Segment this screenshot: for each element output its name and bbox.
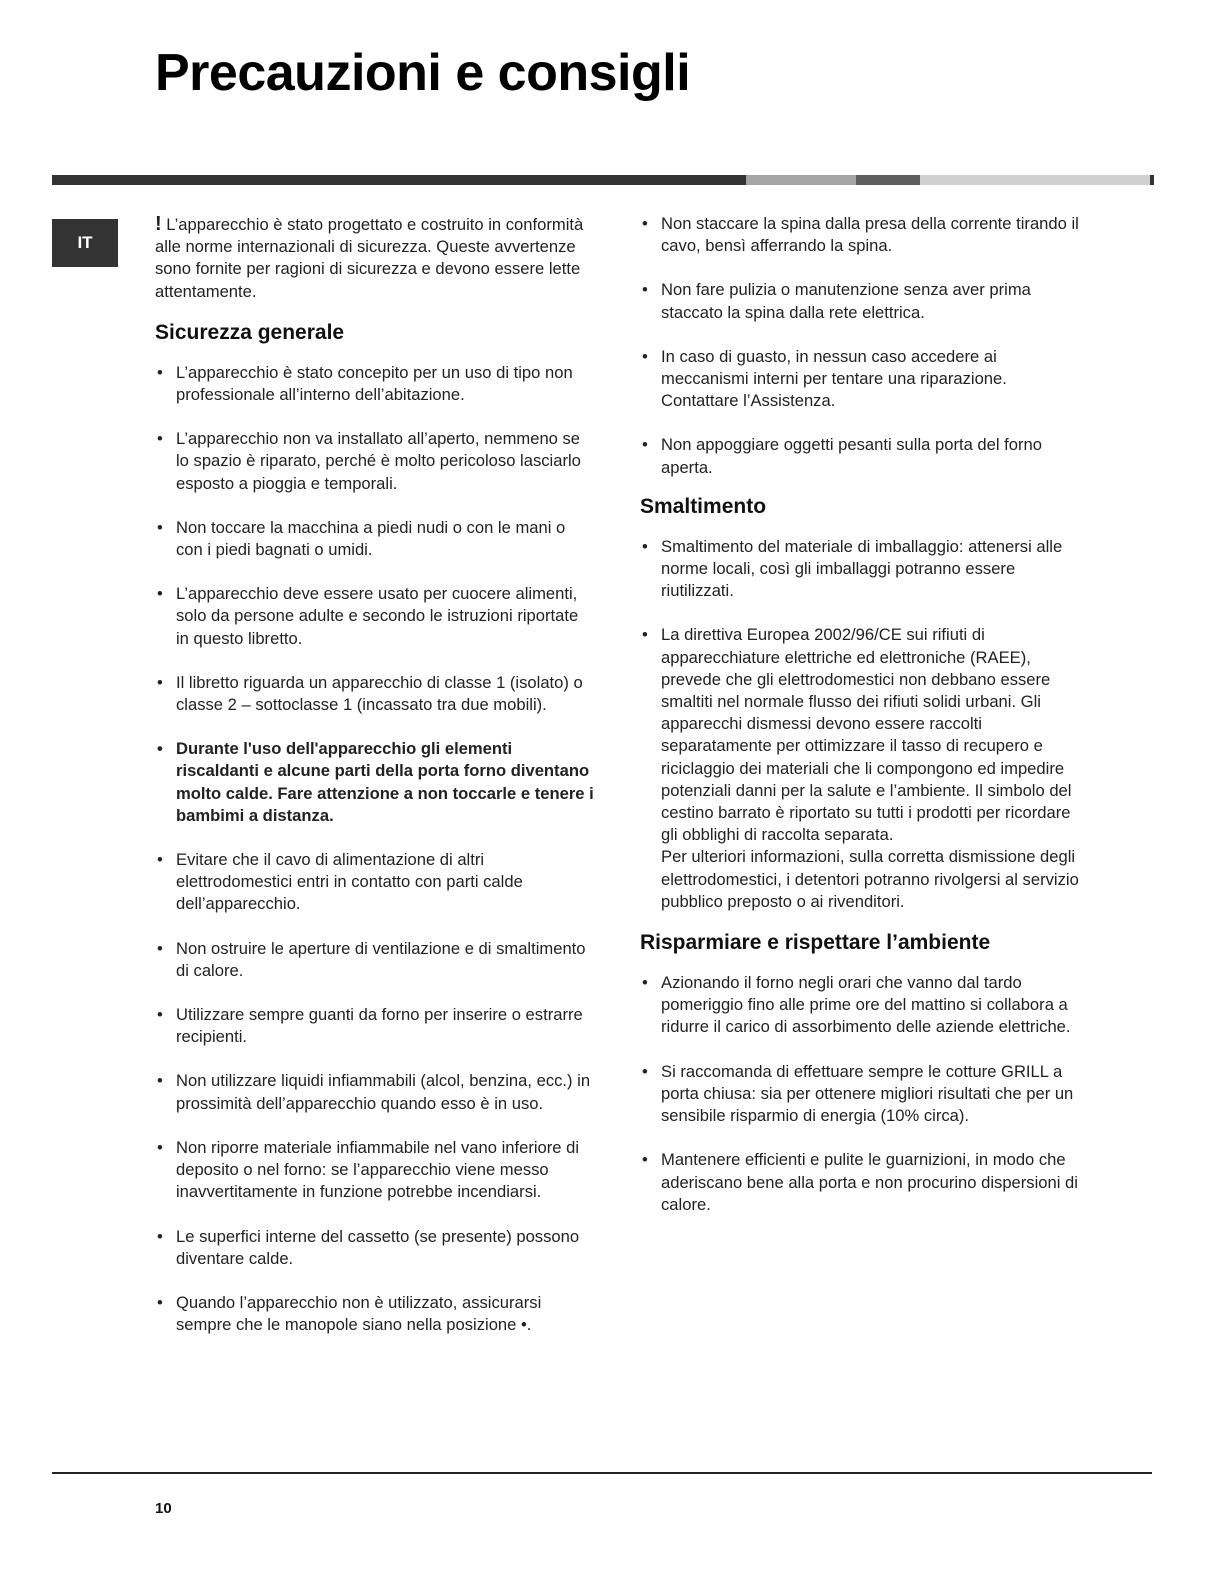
page-title: Precauzioni e consigli: [155, 44, 691, 102]
header-bar-gray-segment: [746, 175, 856, 185]
environment-list: [640, 972, 1080, 1216]
list-item: • Utilizzare sempre guanti da forno per inserire o estrarre recipienti.: [155, 1004, 595, 1048]
list-item: • L’apparecchio deve essere usato per cuocere alimenti, solo da persone adulte e secondo le istruzioni riportate in questo libretto.: [155, 583, 595, 650]
list-item: • Non ostruire le aperture di ventilazione e di smaltimento di calore.: [155, 938, 595, 982]
list-item: • L’apparecchio non va installato all’aperto, nemmeno se lo spazio è riparato, perché è molto pericoloso lasciarlo esposto a pioggia e temporali.: [155, 428, 595, 495]
right-column: [640, 213, 1080, 1238]
list-item: • Si raccomanda di effettuare sempre le cotture GRILL a porta chiusa: sia per ottenere migliori risultati che per un sensibile risparmio di energia (10% circa).: [640, 1061, 1080, 1128]
header-color-bar: [52, 175, 1154, 185]
header-bar-light-segment: [920, 175, 1150, 185]
page-number: 10: [155, 1500, 172, 1517]
list-item: • Evitare che il cavo di alimentazione di altri elettrodomestici entri in contatto con parti calde dell’apparecchio.: [155, 849, 595, 916]
section-heading-environment: Risparmiare e rispettare l’ambiente: [640, 931, 991, 955]
list-item: • Non toccare la macchina a piedi nudi o con le mani o con i piedi bagnati o umidi.: [155, 517, 595, 561]
list-item: • Le superfici interne del cassetto (se presente) possono diventare calde.: [155, 1226, 595, 1270]
left-column: [155, 213, 595, 1358]
list-item: • L’apparecchio è stato concepito per un uso di tipo non professionale all’interno dell’abitazione.: [155, 362, 595, 406]
intro-paragraph: [155, 213, 595, 303]
language-tab: IT: [52, 219, 118, 267]
section-heading-disposal: Smaltimento: [640, 494, 767, 518]
list-item: • Azionando il forno negli orari che vanno dal tardo pomeriggio fino alle prime ore del mattino si collabora a ridurre il carico di assorbimento delle aziende elettriche.: [640, 972, 1080, 1039]
header-bar-darkgray-segment: [856, 175, 920, 185]
list-item: • Quando l’apparecchio non è utilizzato, assicurarsi sempre che le manopole siano nella posizione •.: [155, 1292, 595, 1336]
list-item: • Non utilizzare liquidi infiammabili (alcol, benzina, ecc.) in prossimità dell’apparecchio quando esso è in uso.: [155, 1070, 595, 1114]
list-item: • In caso di guasto, in nessun caso accedere ai meccanismi interni per tentare una riparazione. Contattare l’Assistenza.: [640, 346, 1080, 413]
footer-rule: [52, 1472, 1152, 1474]
list-item-warning: • Durante l'uso dell'apparecchio gli elementi riscaldanti e alcune parti della porta forno diventano molto calde. Fare attenzione a non toccarle e tenere i bambimi a distanza.: [155, 738, 595, 827]
list-item: • Mantenere efficienti e pulite le guarnizioni, in modo che aderiscano bene alla porta e non procurino dispersioni di calore.: [640, 1149, 1080, 1216]
list-item: • Non fare pulizia o manutenzione senza aver prima staccato la spina dalla rete elettrica.: [640, 279, 1080, 323]
list-item: • Il libretto riguarda un apparecchio di classe 1 (isolato) o classe 2 – sottoclasse 1 (incassato tra due mobili).: [155, 672, 595, 716]
list-item: • Non staccare la spina dalla presa della corrente tirando il cavo, bensì afferrando la spina.: [640, 213, 1080, 257]
safety-list: [155, 362, 595, 1337]
disposal-list: [640, 536, 1080, 913]
header-bar-end-mark: [1150, 175, 1154, 185]
disposal-extra-text: Per ulteriori informazioni, sulla corretta dismissione degli elettrodomestici, i detentori potranno rivolgersi al servizio pubblico preposto o ai rivenditori.: [661, 847, 1079, 911]
section-heading-general-safety: Sicurezza generale: [155, 320, 345, 344]
intro-text: L’apparecchio è stato progettato e costruito in conformità alle norme internazionali di sicurezza. Queste avvertenze sono fornite per ragioni di sicurezza e devono essere lette attentamente.: [155, 215, 584, 301]
list-item: • Non appoggiare oggetti pesanti sulla porta del forno aperta.: [640, 434, 1080, 478]
safety-list-continued: [640, 213, 1080, 479]
header-bar-dark-segment: [52, 175, 746, 185]
warning-mark: !: [155, 213, 162, 235]
list-item: • Non riporre materiale infiammabile nel vano inferiore di deposito o nel forno: se l’apparecchio viene messo inavvertitamente in funzione potrebbe incendiarsi.: [155, 1137, 595, 1204]
list-item: • Smaltimento del materiale di imballaggio: attenersi alle norme locali, così gli imballaggi potranno essere riutilizzati.: [640, 536, 1080, 603]
list-item: [640, 624, 1080, 913]
list-item-text: La direttiva Europea 2002/96/CE sui rifiuti di apparecchiature elettriche ed elettroniche (RAEE), prevede che gli elettrodomestici non debbano essere smaltiti nel normale flusso dei rifiuti solidi urbani. Gli apparecchi dismessi devono essere raccolti separatamente per ottimizzare il tasso di recupero e riciclaggio dei materiali che li compongono ed impedire potenziali danni per la salute e l’ambiente. Il simbolo del cestino barrato è riportato su tutti i prodotti per ricordare gli obblighi di raccolta separata.: [661, 625, 1072, 845]
